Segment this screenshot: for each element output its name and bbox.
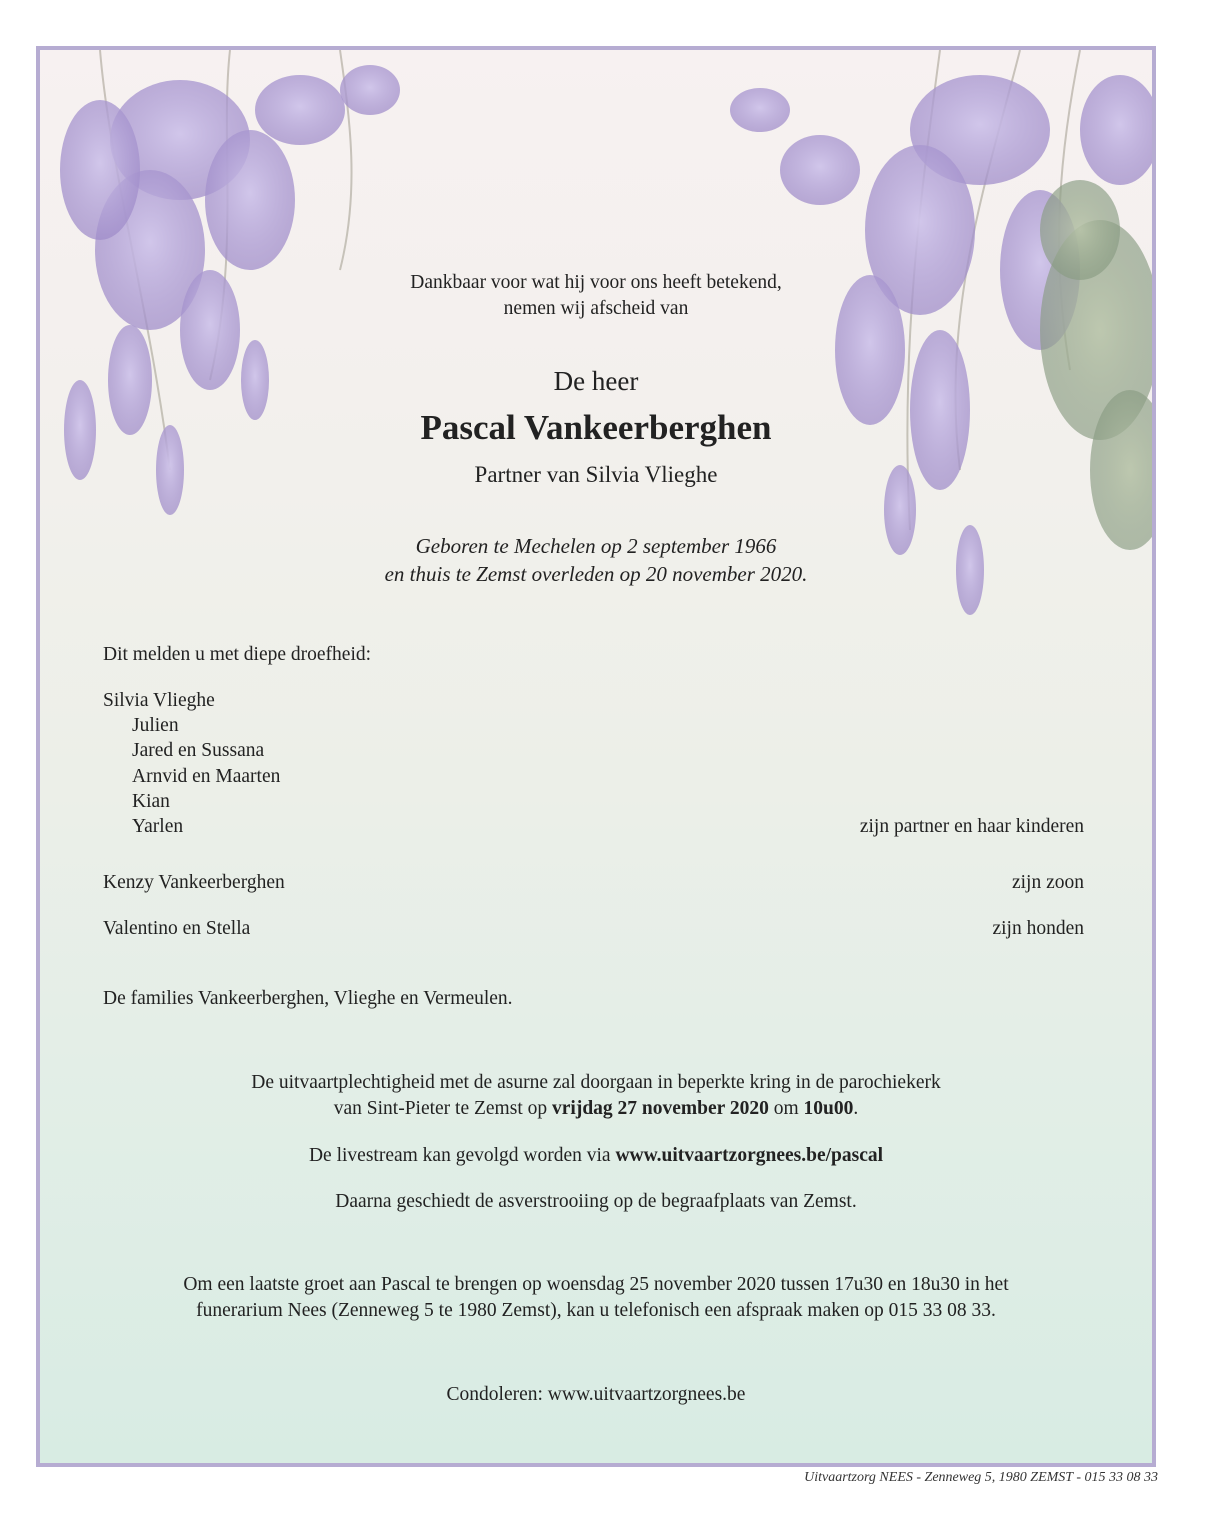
intro-line-1: Dankbaar voor wat hij voor ons heeft betekend, <box>410 272 782 293</box>
son-relation: zijn zoon <box>1011 872 1084 893</box>
honorific: De heer <box>553 366 639 396</box>
mourner-child: Kian <box>132 791 170 812</box>
ceremony-line-2: van Sint-Pieter te Zemst op vrijdag 27 november 2020 om 10u00. <box>333 1098 859 1119</box>
announcement: Dit melden u met diepe droefheid: <box>103 644 372 665</box>
mourner-child: Jared en Sussana <box>132 740 265 761</box>
memorial-card <box>36 46 1156 1467</box>
mourner-child: Arnvid en Maarten <box>132 766 281 787</box>
deceased-name: Pascal Vankeerberghen <box>420 408 772 447</box>
partner-relation: zijn partner en haar kinderen <box>859 816 1084 837</box>
families-line: De families Vankeerberghen, Vlieghe en Vermeulen. <box>103 988 513 1009</box>
livestream-line: De livestream kan gevolgd worden via www.uitvaartzorgnees.be/pascal <box>308 1145 884 1166</box>
ceremony-date: vrijdag 27 november 2020 <box>552 1098 769 1119</box>
livestream-link[interactable]: www.uitvaartzorgnees.be/pascal <box>615 1145 884 1166</box>
visit-line-2: funerarium Nees (Zenneweg 5 te 1980 Zemst), kan u telefonisch een afspraak maken op 015 33 08 33. <box>196 1300 996 1321</box>
dogs-relation: zijn honden <box>992 918 1084 939</box>
condolences-line[interactable]: Condoleren: www.uitvaartzorgnees.be <box>446 1384 746 1405</box>
ceremony-line-1: De uitvaartplechtigheid met de asurne zal doorgaan in beperkte kring in de parochiekerk <box>251 1072 941 1093</box>
mourner-partner: Silvia Vlieghe <box>103 690 215 711</box>
ceremony-time: 10u00 <box>803 1098 854 1119</box>
visit-line-1: Om een laatste groet aan Pascal te brengen op woensdag 25 november 2020 tussen 17u30 en 18u30 in het <box>183 1274 1009 1295</box>
mourner-child: Yarlen <box>132 816 184 837</box>
scattering-line: Daarna geschiedt de asverstrooiing op de begraafplaats van Zemst. <box>335 1191 857 1212</box>
partner-line: Partner van Silvia Vlieghe <box>474 462 718 487</box>
mourner-dogs: Valentino en Stella <box>103 918 251 939</box>
intro-line-2: nemen wij afscheid van <box>503 298 689 319</box>
footer-contact: Uitvaartzorg NEES - Zenneweg 5, 1980 ZEMST - 015 33 08 33 <box>804 1470 1158 1485</box>
death-line: en thuis te Zemst overleden op 20 november 2020. <box>384 562 808 586</box>
mourner-son: Kenzy Vankeerberghen <box>103 872 285 893</box>
birth-line: Geboren te Mechelen op 2 september 1966 <box>415 534 777 558</box>
mourner-child: Julien <box>132 715 179 736</box>
